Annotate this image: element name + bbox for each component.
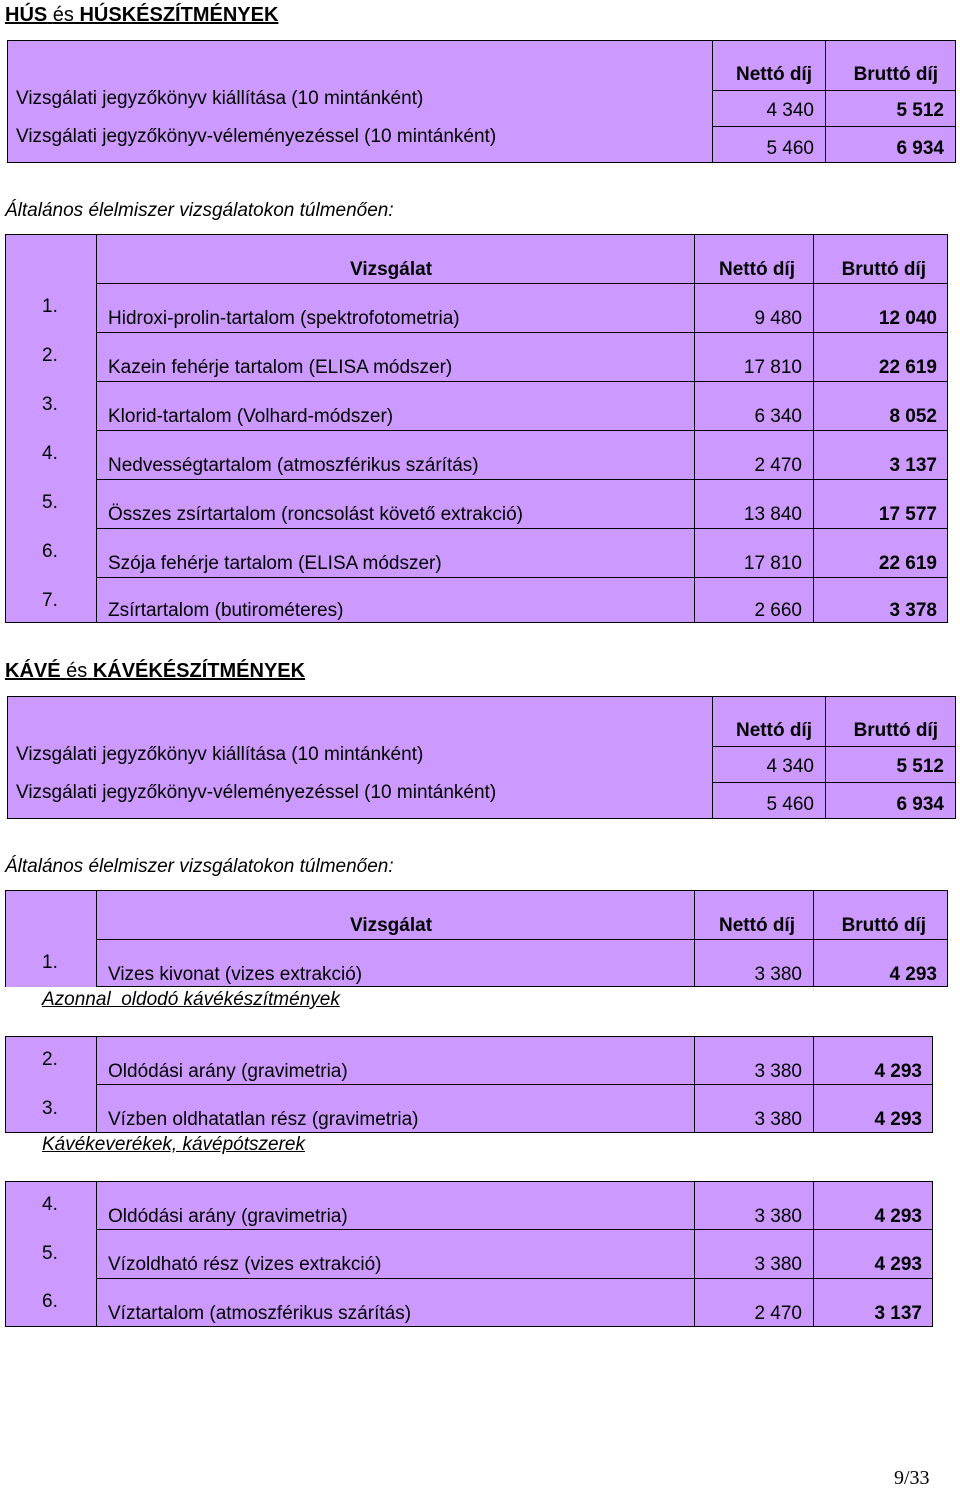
- row-number: 6.: [42, 541, 58, 562]
- row-test: Vízoldható rész (vizes extrakció): [108, 1254, 382, 1275]
- row-number: 2.: [42, 345, 58, 366]
- fee-row-net: 4 340: [766, 100, 814, 121]
- row-net: 9 480: [754, 308, 802, 329]
- fee-row-label: Vizsgálati jegyzőkönyv-véleményezéssel (10 mintánként): [16, 126, 497, 147]
- header-net-fee: Nettó díj: [719, 915, 795, 936]
- row-number: 1.: [42, 952, 58, 973]
- header-gross-fee: Bruttó díj: [853, 64, 938, 85]
- row-gross: 8 052: [889, 406, 937, 427]
- row-gross: 3 137: [889, 455, 937, 476]
- row-net: 17 810: [743, 357, 802, 378]
- row-net: 2 470: [754, 1303, 802, 1324]
- row-number: 3.: [42, 394, 58, 415]
- row-test: Vizes kivonat (vizes extrakció): [108, 964, 363, 985]
- row-number: 7.: [42, 590, 58, 611]
- row-gross: 3 137: [874, 1303, 922, 1324]
- row-net: 6 340: [754, 406, 802, 427]
- row-test: Zsírtartalom (butirométeres): [108, 600, 344, 621]
- row-gross: 4 293: [889, 964, 937, 985]
- fee-row-gross: 6 934: [896, 138, 944, 159]
- row-test: Oldódási arány (gravimetria): [108, 1061, 348, 1082]
- row-gross: 4 293: [874, 1206, 922, 1227]
- row-gross: 4 293: [874, 1254, 922, 1275]
- heading-part: és: [52, 4, 74, 26]
- subheading-coffee-blends: Kávékeverékek, kávépótszerek: [42, 1134, 305, 1155]
- heading-part: és: [66, 660, 88, 682]
- row-gross: 4 293: [874, 1061, 922, 1082]
- row-gross: 17 577: [878, 504, 937, 525]
- row-net: 3 380: [754, 1254, 802, 1275]
- row-test: Oldódási arány (gravimetria): [108, 1206, 348, 1227]
- row-number: 5.: [42, 1243, 58, 1264]
- fee-row-gross: 5 512: [896, 756, 944, 777]
- row-net: 3 380: [754, 1109, 802, 1130]
- header-gross-fee: Bruttó díj: [841, 915, 926, 936]
- row-gross: 12 040: [878, 308, 937, 329]
- row-net: 3 380: [754, 1206, 802, 1227]
- row-number: 2.: [42, 1049, 58, 1070]
- header-gross-fee: Bruttó díj: [841, 259, 926, 280]
- row-gross: 22 619: [878, 553, 937, 574]
- heading-part: HÚS: [5, 4, 48, 26]
- fee-row-label: Vizsgálati jegyzőkönyv kiállítása (10 mintánként): [16, 744, 424, 765]
- header-gross-fee: Bruttó díj: [853, 720, 938, 741]
- row-number: 5.: [42, 492, 58, 513]
- header-test: Vizsgálat: [350, 259, 433, 280]
- header-net-fee: Nettó díj: [736, 64, 812, 85]
- row-net: 17 810: [743, 553, 802, 574]
- row-test: Szója fehérje tartalom (ELISA módszer): [108, 553, 442, 574]
- fee-row-net: 5 460: [766, 138, 814, 159]
- note-text: Általános élelmiszer vizsgálatokon túlmenően:: [5, 200, 394, 221]
- page-number: 9/33: [894, 1467, 930, 1489]
- row-number: 4.: [42, 1194, 58, 1215]
- row-net: 2 660: [754, 600, 802, 621]
- heading-part: KÁVÉ: [5, 660, 61, 682]
- row-test: Klorid-tartalom (Volhard-módszer): [108, 406, 394, 427]
- row-gross: 4 293: [874, 1109, 922, 1130]
- row-net: 2 470: [754, 455, 802, 476]
- row-test: Összes zsírtartalom (roncsolást követő extrakció): [108, 504, 523, 525]
- row-test: Nedvességtartalom (atmoszférikus szárítás): [108, 455, 479, 476]
- heading-part: KÁVÉKÉSZÍTMÉNYEK: [92, 660, 306, 682]
- row-test: Kazein fehérje tartalom (ELISA módszer): [108, 357, 453, 378]
- row-net: 3 380: [754, 1061, 802, 1082]
- row-gross: 22 619: [878, 357, 937, 378]
- section-heading-meat: [5, 4, 278, 27]
- row-test: Víztartalom (atmoszférikus szárítás): [108, 1303, 412, 1324]
- header-net-fee: Nettó díj: [736, 720, 812, 741]
- header-net-fee: Nettó díj: [719, 259, 795, 280]
- row-test: Vízben oldhatatlan rész (gravimetria): [108, 1109, 419, 1130]
- row-net: 13 840: [743, 504, 802, 525]
- row-test: Hidroxi-prolin-tartalom (spektrofotometria): [108, 308, 460, 329]
- row-gross: 3 378: [889, 600, 937, 621]
- header-test: Vizsgálat: [350, 915, 433, 936]
- fee-row-gross: 5 512: [896, 100, 944, 121]
- row-number: 3.: [42, 1098, 58, 1119]
- row-net: 3 380: [754, 964, 802, 985]
- note-text: Általános élelmiszer vizsgálatokon túlmenően:: [5, 856, 394, 877]
- row-number: 1.: [42, 296, 58, 317]
- heading-part: HÚSKÉSZÍTMÉNYEK: [79, 4, 279, 26]
- row-number: 4.: [42, 443, 58, 464]
- fee-row-gross: 6 934: [896, 794, 944, 815]
- subheading-instant-coffee: Azonnal oldodó kávékészítmények: [42, 989, 340, 1010]
- section-heading-coffee: [5, 660, 305, 683]
- fee-row-net: 5 460: [766, 794, 814, 815]
- fee-row-net: 4 340: [766, 756, 814, 777]
- fee-row-label: Vizsgálati jegyzőkönyv-véleményezéssel (10 mintánként): [16, 782, 497, 803]
- row-number: 6.: [42, 1291, 58, 1312]
- fee-row-label: Vizsgálati jegyzőkönyv kiállítása (10 mintánként): [16, 88, 424, 109]
